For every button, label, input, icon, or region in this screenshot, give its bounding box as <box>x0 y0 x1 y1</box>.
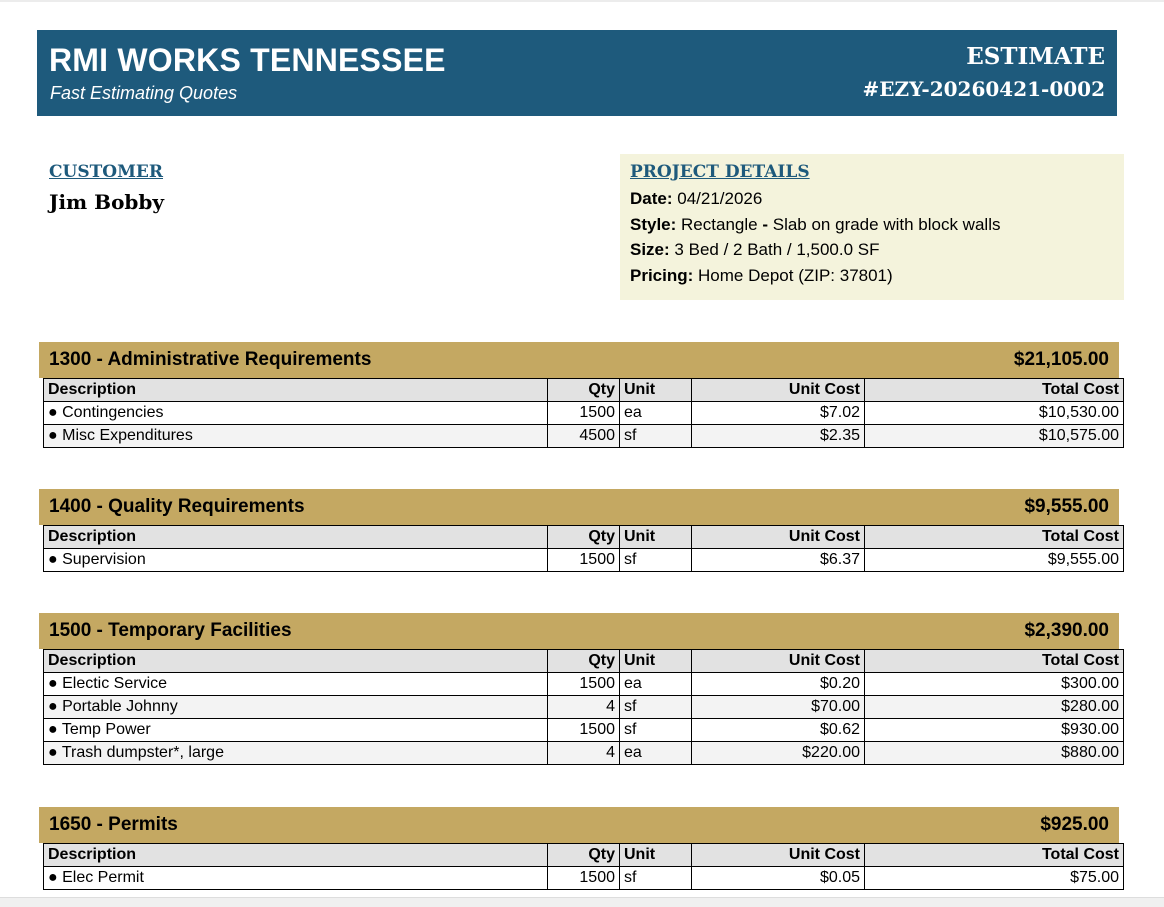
line-items-table <box>43 378 1124 448</box>
section-title: 1400 - Quality Requirements <box>49 496 305 517</box>
cell-unit-cost: $7.02 <box>692 402 865 425</box>
project-style <box>630 212 1114 238</box>
cell-description: ● Misc Expenditures <box>44 425 548 448</box>
line-items-table <box>43 649 1124 765</box>
date-value: 04/21/2026 <box>677 189 763 208</box>
cell-total-cost: $10,575.00 <box>865 425 1124 448</box>
project-pricing <box>630 263 1114 289</box>
cost-section <box>39 489 1124 572</box>
table-row <box>44 425 1124 448</box>
customer-heading: CUSTOMER <box>49 162 163 182</box>
cost-section <box>39 613 1124 765</box>
cell-description: ● Portable Johnny <box>44 696 548 719</box>
column-header-description: Description <box>44 650 548 673</box>
cell-description: ● Supervision <box>44 549 548 572</box>
cell-description: ● Trash dumpster*, large <box>44 742 548 765</box>
column-header-total-cost: Total Cost <box>865 526 1124 549</box>
line-items-table <box>43 525 1124 572</box>
cell-total-cost: $280.00 <box>865 696 1124 719</box>
cell-qty: 4 <box>548 696 620 719</box>
cell-total-cost: $930.00 <box>865 719 1124 742</box>
cell-description: ● Elec Permit <box>44 867 548 890</box>
cell-total-cost: $10,530.00 <box>865 402 1124 425</box>
pricing-value: Home Depot (ZIP: 37801) <box>698 265 893 285</box>
section-total: $21,105.00 <box>1013 349 1109 370</box>
cell-unit: sf <box>620 719 692 742</box>
estimate-number: #EZY-20260421-0002 <box>862 77 1105 101</box>
cell-unit-cost: $0.05 <box>692 867 865 890</box>
section-header-bar <box>39 613 1119 649</box>
cell-unit-cost: $70.00 <box>692 696 865 719</box>
column-header-total-cost: Total Cost <box>865 379 1124 402</box>
cell-unit-cost: $2.35 <box>692 425 865 448</box>
date-label: Date: <box>630 189 673 208</box>
project-details-heading: PROJECT DETAILS <box>630 162 810 182</box>
column-header-unit: Unit <box>620 526 692 549</box>
project-date <box>630 186 1114 212</box>
column-header-unit-cost: Unit Cost <box>692 844 865 867</box>
cell-qty: 4500 <box>548 425 620 448</box>
column-header-qty: Qty <box>548 526 620 549</box>
document-type: ESTIMATE <box>966 43 1105 70</box>
cell-unit-cost: $6.37 <box>692 549 865 572</box>
cell-unit: ea <box>620 402 692 425</box>
cell-unit: sf <box>620 425 692 448</box>
cell-total-cost: $9,555.00 <box>865 549 1124 572</box>
section-title: 1300 - Administrative Requirements <box>49 349 372 370</box>
cost-section <box>39 807 1124 890</box>
cell-unit: sf <box>620 549 692 572</box>
column-header-unit-cost: Unit Cost <box>692 650 865 673</box>
column-header-description: Description <box>44 844 548 867</box>
company-name: RMI WORKS TENNESSEE <box>49 42 446 78</box>
table-row <box>44 673 1124 696</box>
top-edge <box>0 0 1164 2</box>
cell-total-cost: $75.00 <box>865 867 1124 890</box>
table-row <box>44 402 1124 425</box>
size-value: 3 Bed / 2 Bath / 1,500.0 SF <box>674 240 880 259</box>
cell-qty: 1500 <box>548 867 620 890</box>
style-description: Slab on grade with block walls <box>772 214 1001 234</box>
style-label: Style: <box>630 214 677 234</box>
column-header-total-cost: Total Cost <box>865 650 1124 673</box>
column-header-qty: Qty <box>548 650 620 673</box>
column-header-qty: Qty <box>548 844 620 867</box>
cell-qty: 1500 <box>548 673 620 696</box>
line-items-table <box>43 843 1124 890</box>
section-header-bar <box>39 342 1119 378</box>
column-header-unit: Unit <box>620 650 692 673</box>
cell-unit: sf <box>620 867 692 890</box>
section-total: $9,555.00 <box>1024 496 1109 517</box>
project-details-panel <box>620 154 1124 300</box>
table-header-row <box>44 844 1124 867</box>
cell-qty: 1500 <box>548 549 620 572</box>
size-label: Size: <box>630 240 670 259</box>
cell-unit: sf <box>620 696 692 719</box>
project-size <box>630 237 1114 263</box>
cell-description: ● Temp Power <box>44 719 548 742</box>
section-header-bar <box>39 807 1119 843</box>
estimate-header <box>37 30 1117 116</box>
style-shape: Rectangle <box>681 214 758 234</box>
section-total: $2,390.00 <box>1024 620 1109 641</box>
cell-unit-cost: $0.62 <box>692 719 865 742</box>
table-row <box>44 867 1124 890</box>
column-header-description: Description <box>44 526 548 549</box>
section-title: 1500 - Temporary Facilities <box>49 620 292 641</box>
cell-qty: 1500 <box>548 719 620 742</box>
table-row <box>44 742 1124 765</box>
cell-unit: ea <box>620 673 692 696</box>
section-header-bar <box>39 489 1119 525</box>
column-header-unit: Unit <box>620 379 692 402</box>
pricing-label: Pricing: <box>630 265 694 285</box>
column-header-qty: Qty <box>548 379 620 402</box>
customer-name: Jim Bobby <box>49 190 165 214</box>
column-header-unit-cost: Unit Cost <box>692 379 865 402</box>
page-bottom-edge <box>0 897 1164 907</box>
cell-unit-cost: $0.20 <box>692 673 865 696</box>
customer-block <box>49 162 164 214</box>
company-tagline: Fast Estimating Quotes <box>50 83 238 103</box>
cell-description: ● Contingencies <box>44 402 548 425</box>
table-row <box>44 696 1124 719</box>
section-title: 1650 - Permits <box>49 814 178 835</box>
cell-qty: 1500 <box>548 402 620 425</box>
table-header-row <box>44 650 1124 673</box>
section-total: $925.00 <box>1040 814 1109 835</box>
cell-description: ● Electic Service <box>44 673 548 696</box>
cell-total-cost: $880.00 <box>865 742 1124 765</box>
table-header-row <box>44 526 1124 549</box>
table-row <box>44 549 1124 572</box>
cell-unit: ea <box>620 742 692 765</box>
column-header-total-cost: Total Cost <box>865 844 1124 867</box>
table-header-row <box>44 379 1124 402</box>
column-header-description: Description <box>44 379 548 402</box>
cell-qty: 4 <box>548 742 620 765</box>
column-header-unit-cost: Unit Cost <box>692 526 865 549</box>
cost-section <box>39 342 1124 448</box>
column-header-unit: Unit <box>620 844 692 867</box>
style-separator: - <box>762 214 768 234</box>
cell-unit-cost: $220.00 <box>692 742 865 765</box>
cell-total-cost: $300.00 <box>865 673 1124 696</box>
table-row <box>44 719 1124 742</box>
